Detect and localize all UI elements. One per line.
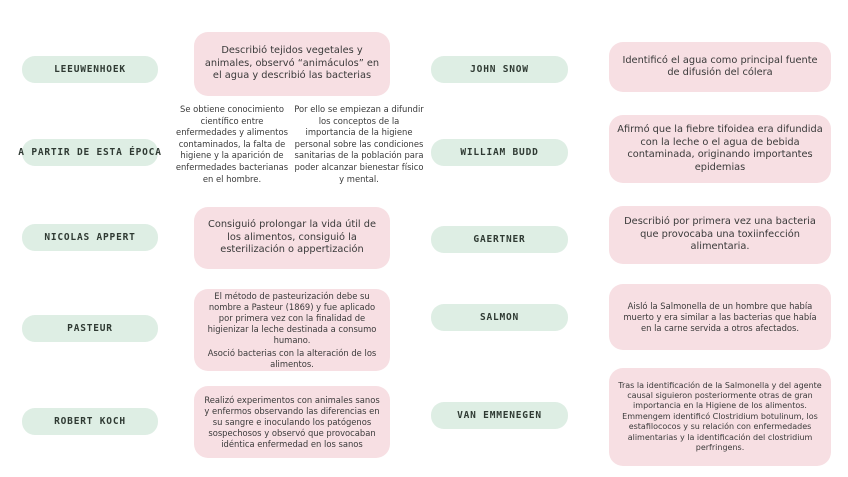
card-text: Consiguió prolongar la vida útil de los alimentos, consiguió la esterilización o appertización xyxy=(208,219,376,256)
label-leeuwenhoek xyxy=(22,56,158,83)
label-text: GAERTNER xyxy=(473,234,526,245)
card-van-emmenegen xyxy=(609,368,831,466)
label-text: LEEUWENHOEK xyxy=(54,64,126,75)
card-salmon xyxy=(609,284,831,350)
label-text: JOHN SNOW xyxy=(470,64,529,75)
label-text: SALMON xyxy=(479,312,520,323)
card-william-budd xyxy=(609,115,831,183)
card-text: Aisló la Salmonella de un hombre que había muerto y era similar a las bacterias que había en la carne servida a otros afectados. xyxy=(623,300,817,333)
label-pasteur xyxy=(22,315,158,342)
card-text: Afirmó que la fiebre tifoidea era difundida con la leche o el agua de bebida contaminada, originando importantes epidemias xyxy=(617,124,823,173)
label-john-snow xyxy=(431,56,568,83)
card-nicolas-appert xyxy=(194,207,390,269)
card-text: Describió tejidos vegetales y animales, observó “animáculos” en el agua y describió las bacterias xyxy=(204,45,380,82)
card-text: Describió por primera vez una bacteria que provocaba una toxiinfección alimentaria. xyxy=(624,216,816,253)
card-robert-koch xyxy=(194,386,390,458)
label-text: VAN EMMENEGEN xyxy=(457,410,542,421)
card-text: El método de pasteurización debe su nombre a Pasteur (1869) y fue aplicado por primera vez con la finalidad de higienizar la leche destinada a consumo humano. xyxy=(207,290,377,345)
card-john-snow xyxy=(609,42,831,92)
card-text-2: Asoció bacterias con la alteración de los alimentos. xyxy=(207,347,377,369)
label-text: ROBERT KOCH xyxy=(54,416,126,427)
card-text: Realizó experimentos con animales sanos y enfermos observando las diferencias en su sangre e inoculando los patógenos sospechosos y observó que provocaban idéntica enfermedad en los sanos xyxy=(204,394,380,449)
card-gaertner xyxy=(609,206,831,264)
note-difusion-higiene: Por ello se empiezan a difundir los conceptos de la importancia de la higiene personal sobre las condiciones sanitarias de la población para poder alcanzar bienestar físico y mental. xyxy=(294,104,424,184)
label-text: A PARTIR DE ESTA ÉPOCA xyxy=(18,147,162,158)
card-text: Tras la identificación de la Salmonella y del agente causal siguieron posteriormente otras de gran importancia en la Higiene de los alimentos. Emmengem identificó Clostridium botulinum, los estafilococos y su relación con enfermedades alimentarias y la identificación del clostridium perfringens. xyxy=(618,380,822,453)
label-text: NICOLAS APPERT xyxy=(44,232,136,243)
label-william-budd xyxy=(431,139,568,166)
label-nicolas-appert xyxy=(22,224,158,251)
label-text: PASTEUR xyxy=(67,323,113,334)
label-a-partir-de-esta-epoca xyxy=(18,139,162,166)
card-leeuwenhoek xyxy=(194,32,390,96)
label-salmon xyxy=(431,304,568,331)
label-van-emmenegen xyxy=(431,402,568,429)
card-text: Identificó el agua como principal fuente de difusión del cólera xyxy=(622,54,818,78)
note-conocimiento-cientifico: Se obtiene conocimiento científico entre enfermedades y alimentos contaminados, la falta de higiene y la aparición de enfermedades bacterianas en el hombre. xyxy=(175,104,289,184)
label-text: WILLIAM BUDD xyxy=(460,147,539,158)
card-pasteur xyxy=(194,289,390,371)
label-robert-koch xyxy=(22,408,158,435)
label-gaertner xyxy=(431,226,568,253)
